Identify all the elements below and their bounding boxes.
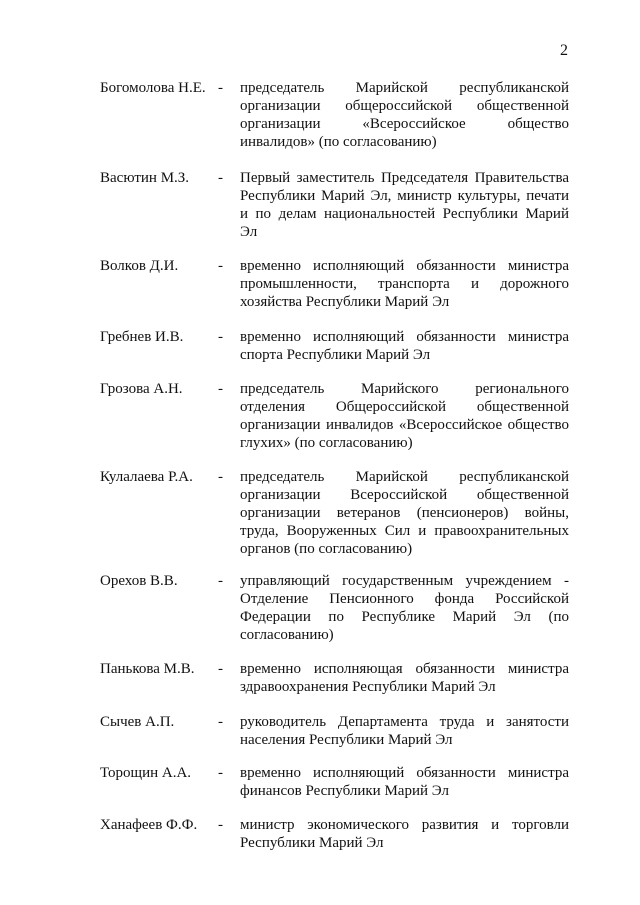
list-item	[0, 328, 640, 380]
member-name: Торощин А.А.	[100, 765, 192, 781]
member-role: министр экономического развития и торговли Республики Марий Эл	[240, 817, 569, 851]
dash-separator: -	[218, 817, 223, 833]
dash-separator: -	[218, 661, 223, 677]
list-item	[0, 816, 640, 856]
member-name: Васютин М.З.	[100, 170, 190, 186]
dash-separator: -	[218, 714, 223, 730]
members-list	[0, 79, 640, 856]
list-item	[0, 713, 640, 764]
member-role: председатель Марийской республиканской организации Всероссийской общественной организации ветеранов (пенсионеров) войны, труда, Вооруженных Сил и правоохранительных органов (по согласованию)	[240, 469, 569, 557]
dash-separator: -	[218, 170, 223, 186]
member-role: руководитель Департамента труда и занятости населения Республики Марий Эл	[240, 714, 569, 748]
list-item	[0, 572, 640, 660]
dash-separator: -	[218, 258, 223, 274]
list-item	[0, 660, 640, 713]
member-role: временно исполняющая обязанности министра здравоохранения Республики Марий Эл	[240, 661, 569, 695]
page-number: 2	[560, 42, 568, 59]
dash-separator: -	[218, 80, 223, 96]
member-name: Гребнев И.В.	[100, 329, 184, 345]
dash-separator: -	[218, 765, 223, 781]
list-item	[0, 380, 640, 468]
member-name: Волков Д.И.	[100, 258, 179, 274]
list-item	[0, 764, 640, 816]
member-role: временно исполняющий обязанности министра финансов Республики Марий Эл	[240, 765, 569, 799]
member-role: временно исполняющий обязанности министра промышленности, транспорта и дорожного хозяйства Республики Марий Эл	[240, 258, 569, 310]
member-name: Кулалаева Р.А.	[100, 469, 193, 485]
member-role: временно исполняющий обязанности министра спорта Республики Марий Эл	[240, 329, 569, 363]
list-item	[0, 257, 640, 328]
member-role: Первый заместитель Председателя Правительства Республики Марий Эл, министр культуры, печати и по делам национальностей Республики Марий Эл	[240, 170, 569, 240]
list-item	[0, 79, 640, 169]
member-name: Богомолова Н.Е.	[100, 80, 206, 96]
member-role: председатель Марийской республиканской организации общероссийской общественной организации «Всероссийское общество инвалидов» (по согласованию)	[240, 80, 569, 150]
list-item	[0, 468, 640, 572]
dash-separator: -	[218, 469, 223, 485]
member-name: Панькова М.В.	[100, 661, 195, 677]
member-role: управляющий государственным учреждением - Отделение Пенсионного фонда Российской Федерации по Республике Марий Эл (по согласованию)	[240, 573, 569, 643]
dash-separator: -	[218, 329, 223, 345]
dash-separator: -	[218, 573, 223, 589]
member-name: Сычев А.П.	[100, 714, 175, 730]
member-name: Орехов В.В.	[100, 573, 178, 589]
member-role: председатель Марийского регионального отделения Общероссийской общественной организации инвалидов «Всероссийское общество глухих» (по согласованию)	[240, 381, 569, 451]
member-name: Ханафеев Ф.Ф.	[100, 817, 198, 833]
dash-separator: -	[218, 381, 223, 397]
list-item	[0, 169, 640, 257]
member-name: Грозова А.Н.	[100, 381, 183, 397]
